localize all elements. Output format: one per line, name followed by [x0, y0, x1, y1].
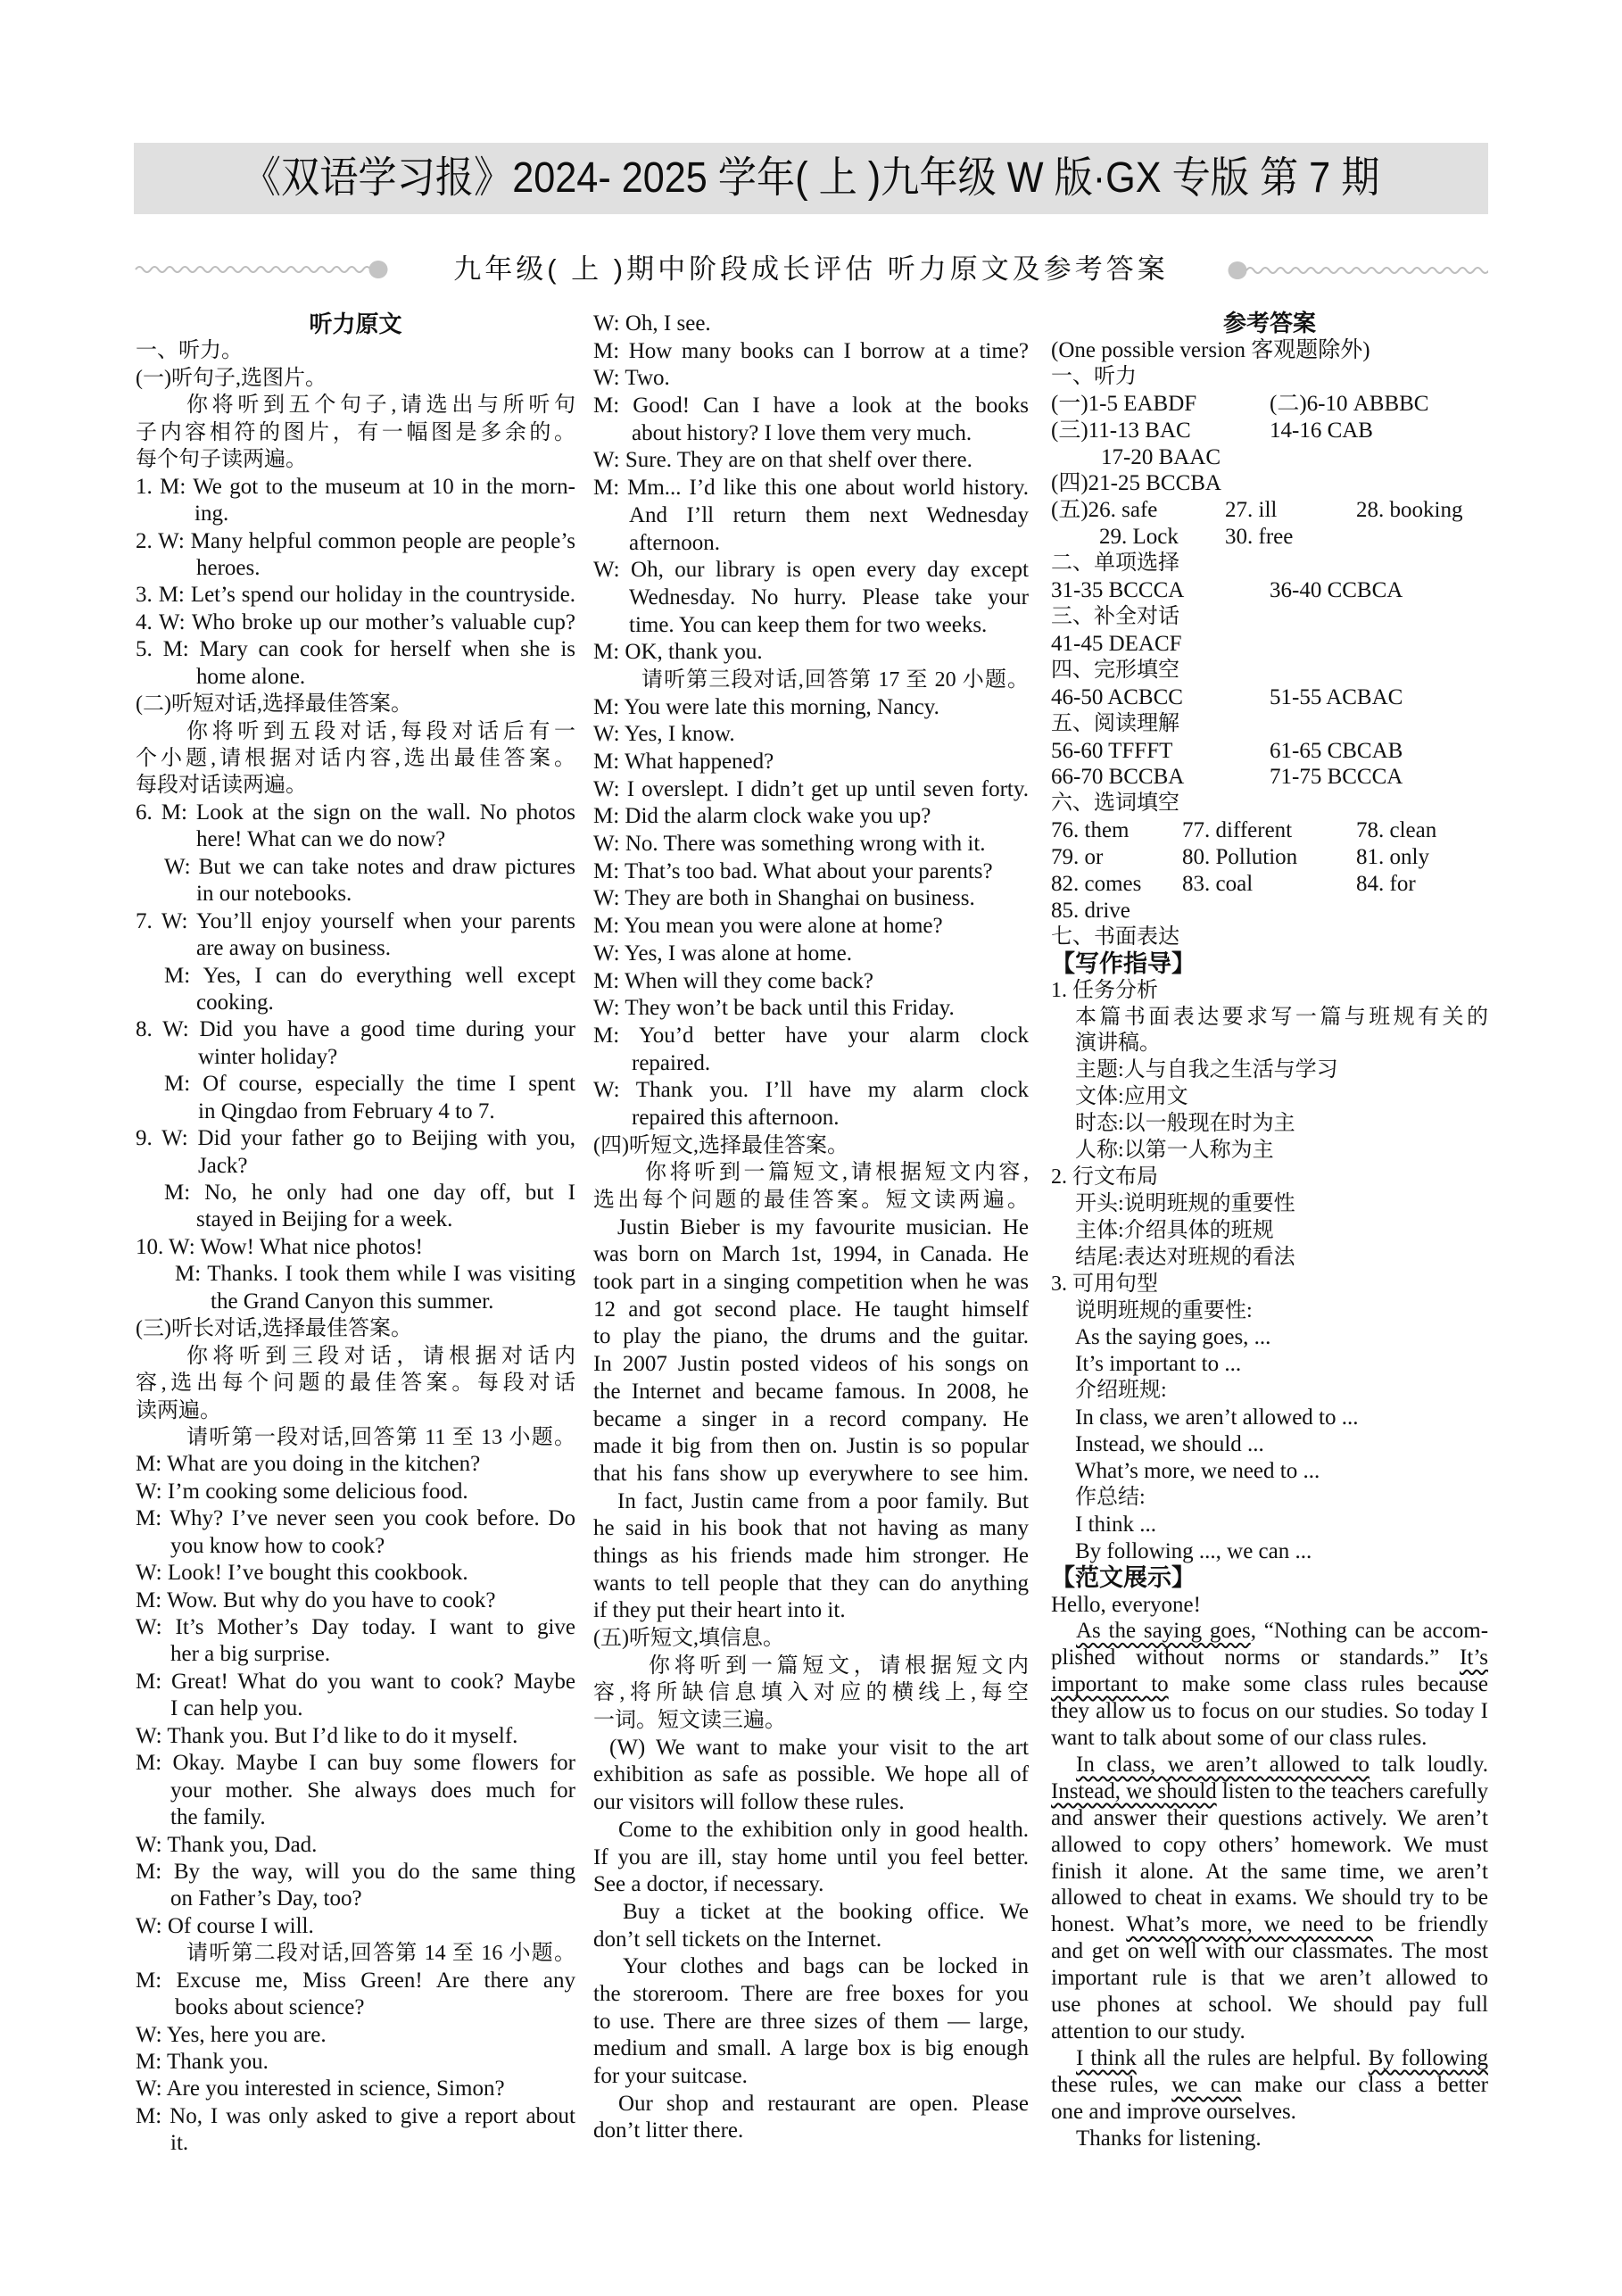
instruction-line: 选出每个问题的最佳答案。短文读两遍。 — [593, 1189, 1029, 1212]
answer-section-label: 三、补全对话 — [1051, 604, 1179, 628]
essay-line: and get on well with our classmates. The most — [1051, 1939, 1488, 1964]
script-line: M: Thank you. — [136, 2050, 269, 2074]
writing-guide-title: 【写作指导】 — [1051, 949, 1196, 977]
section-label: 一、听力。 — [136, 339, 243, 363]
essay-line — [1051, 1671, 1488, 1698]
script-line: in Qingdao from February 4 to 7. — [198, 1098, 495, 1123]
answer-section-label: 七、书面表达 — [1051, 924, 1179, 949]
instruction-line: 请听第三段对话,回答第 17 至 20 小题。 — [641, 667, 1029, 692]
instruction-line: 读两遍。 — [136, 1398, 221, 1422]
script-line: M: You were late this morning, Nancy. — [593, 694, 939, 719]
instruction-line: 一词。短文读三遍。 — [593, 1709, 786, 1733]
model-essay-title: 【范文展示】 — [1051, 1563, 1196, 1591]
script-line: M: Okay. Maybe I can buy some flowers for — [136, 1751, 575, 1776]
instruction-line: 容,选出每个问题的最佳答案。每段对话 — [136, 1372, 575, 1396]
script-line: W: No. There was something wrong with it. — [593, 832, 986, 857]
wavy-highlight: It’s — [1460, 1645, 1488, 1670]
script-line: M: No, he only had one day off, but I — [164, 1181, 575, 1205]
listening-script-column-continued — [593, 311, 1029, 2145]
script-line: time. You can keep them for two weeks. — [629, 612, 988, 637]
sentence-pattern: I think ... — [1075, 1512, 1156, 1537]
answer-row: 41-45 DEACF — [1051, 631, 1182, 656]
script-line: M: Yes, I can do everything well except — [164, 963, 575, 988]
guide-line: 开头:说明班规的重要性 — [1075, 1191, 1295, 1215]
passage-line: In fact, Justin came from a poor family. But — [617, 1488, 1029, 1513]
answer-cell: 79. or — [1051, 845, 1104, 870]
essay-text: make our class a better — [1241, 2072, 1488, 2097]
passage-line: became a singer in a record company. He — [593, 1406, 1029, 1431]
answer-cell: 14-16 CAB — [1270, 418, 1373, 443]
answer-cell: 83. coal — [1182, 872, 1254, 897]
answer-cell: 76. them — [1051, 818, 1130, 843]
script-line: her a big surprise. — [170, 1642, 331, 1667]
instruction-line: 请听第二段对话,回答第 14 至 16 小题。 — [186, 1942, 575, 1966]
script-line: W: Thank you. But I’d like to do it myself. — [136, 1723, 518, 1748]
script-line: W: Thank you. I’ll have my alarm clock — [593, 1078, 1029, 1103]
essay-line: one and improve ourselves. — [1051, 2099, 1296, 2124]
script-line: W: Sure. They are on that shelf over there. — [593, 448, 972, 473]
essay-line — [1051, 1752, 1488, 1778]
guide-line: 1. 任务分析 — [1051, 978, 1158, 1002]
essay-text: be friendly — [1373, 1912, 1489, 1937]
answer-section-label: 六、选词填空 — [1051, 792, 1179, 816]
wavy-highlight: important to — [1051, 1672, 1169, 1697]
essay-text: plished without norms or standards.” — [1051, 1645, 1461, 1670]
script-line: W: But we can take notes and draw pictures — [164, 854, 575, 879]
listening-script-column — [136, 311, 575, 2158]
passage-line: See a doctor, if necessary. — [593, 1872, 824, 1897]
essay-text: these rules, — [1051, 2072, 1172, 2097]
script-line: Wednesday. No hurry. Please take your — [629, 584, 1029, 609]
instruction-line: 你将听到五段对话,每段对话后有一 — [186, 719, 575, 743]
guide-line: 主体:介绍具体的班规 — [1075, 1218, 1274, 1242]
script-line: stayed in Beijing for a week. — [196, 1207, 453, 1232]
passage-line: our visitors will follow these rules. — [593, 1790, 905, 1815]
column-heading: 参考答案 — [1222, 310, 1316, 336]
guide-line: 介绍班规: — [1075, 1379, 1167, 1403]
answer-row: (四)21-25 BCCBA — [1051, 471, 1221, 496]
script-line: M: Wow. But why do you have to cook? — [136, 1587, 496, 1612]
script-line: M: What are you doing in the kitchen? — [136, 1452, 481, 1477]
script-line: W: Yes, here you are. — [136, 2022, 327, 2047]
script-line: M: You mean you were alone at home? — [593, 914, 943, 939]
answer-cell: 28. booking — [1356, 498, 1463, 523]
guide-line: 结尾:表达对班规的看法 — [1075, 1245, 1295, 1269]
script-line: ing. — [194, 501, 229, 526]
answer-cell: 29. Lock — [1099, 525, 1179, 550]
essay-line — [1051, 1911, 1488, 1938]
passage-line: In 2007 Justin posted videos of his songs on — [593, 1352, 1029, 1377]
instruction-line: 个小题,请根据对话内容,选出最佳答案。 — [136, 747, 575, 770]
essay-line: allowed to copy others’ homework. We must — [1051, 1832, 1488, 1857]
passage-line: to use. There are three sizes of them — large, — [593, 2009, 1029, 2034]
answer-cell: 56-60 TFFFT — [1051, 738, 1173, 763]
script-line: I can help you. — [170, 1696, 303, 1721]
script-line: M: OK, thank you. — [593, 640, 763, 665]
passage-line: 12 and got second place. He taught himself — [593, 1297, 1029, 1322]
wavy-highlight: I think — [1076, 2045, 1137, 2070]
answer-cell: (五)26. safe — [1051, 498, 1158, 523]
script-line: heroes. — [196, 555, 261, 580]
script-line: afternoon. — [629, 530, 721, 555]
answer-cell: 77. different — [1182, 818, 1293, 843]
passage-line: the storeroom. There are free boxes for you — [593, 1981, 1029, 2006]
section-label: (一)听句子,选图片。 — [136, 366, 327, 390]
sentence-pattern: In class, we aren’t allowed to ... — [1075, 1405, 1359, 1430]
guide-line: 3. 可用句型 — [1051, 1272, 1158, 1296]
script-line: W: Thank you, Dad. — [136, 1832, 318, 1857]
script-line: are away on business. — [196, 936, 391, 961]
answer-cell: 61-65 CBCAB — [1270, 738, 1403, 763]
sentence-pattern: As the saying goes, ... — [1075, 1325, 1271, 1350]
passage-line: was born on March 1st, 1994, in Canada. He — [593, 1242, 1029, 1267]
script-line: M: Good! Can I have a look at the books — [593, 394, 1029, 419]
script-line: your mother. She always does much for — [170, 1778, 575, 1803]
answer-cell: 31-35 BCCCA — [1051, 578, 1185, 603]
guide-line: 说明班规的重要性: — [1075, 1298, 1253, 1322]
answer-cell: 27. ill — [1225, 498, 1278, 523]
essay-text: make some class rules because — [1168, 1672, 1488, 1697]
script-line: M: That’s too bad. What about your parents? — [593, 858, 993, 883]
essay-line — [1051, 2045, 1488, 2072]
section-label: (四)听短文,选择最佳答案。 — [593, 1133, 848, 1157]
script-line: books about science? — [175, 1995, 365, 2020]
script-line: 5. M: Mary can cook for herself when she is — [136, 637, 575, 662]
passage-line: exhibition as safe as possible. We hope all of — [593, 1762, 1029, 1787]
passage-line: to play the piano, the drums and the guitar. — [593, 1324, 1029, 1349]
script-line: W: They are both in Shanghai on business. — [593, 886, 975, 911]
section-title-row — [134, 252, 1488, 287]
guide-line: 2. 行文布局 — [1051, 1165, 1158, 1189]
script-line: M: No, I was only asked to give a report about — [136, 2103, 575, 2128]
answer-row — [1051, 764, 1488, 791]
script-line: 2. W: Many helpful common people are people’s — [136, 528, 575, 553]
instruction-line: 请听第一段对话,回答第 11 至 13 小题。 — [186, 1425, 575, 1449]
instruction-line: 你将听到一篇短文，请根据短文内 — [649, 1654, 1029, 1678]
section-label: (三)听长对话,选择最佳答案。 — [136, 1317, 412, 1341]
answer-row — [1051, 497, 1488, 524]
wavy-highlight: Instead, we should — [1051, 1778, 1217, 1803]
passage-line: Your clothes and bags can be locked in — [623, 1954, 1029, 1979]
essay-text: , “Nothing can be accom- — [1250, 1619, 1489, 1644]
script-line: 4. W: Who broke up our mother’s valuable cup? — [136, 609, 575, 634]
section-label: (二)听短对话,选择最佳答案。 — [136, 692, 412, 717]
script-line: W: Two. — [593, 366, 670, 391]
essay-line: and answer their questions actively. We aren’t — [1051, 1805, 1488, 1830]
script-line: in our notebooks. — [196, 882, 352, 907]
answer-row — [1051, 418, 1488, 444]
script-line: M: Thanks. I took them while I was visiting — [175, 1262, 575, 1287]
answer-row — [1051, 738, 1488, 765]
passage-line: that his fans show up everywhere to see him. — [593, 1461, 1029, 1486]
script-line: you know how to cook? — [170, 1533, 385, 1558]
answer-row — [1051, 817, 1488, 844]
script-line: W: Are you interested in science, Simon? — [136, 2076, 505, 2101]
essay-text: talk loudly. — [1369, 1752, 1488, 1777]
answer-cell: (三)11-13 BAC — [1051, 418, 1191, 443]
answer-section-label: 一、听力 — [1051, 364, 1137, 388]
instruction-line: 子内容相符的图片，有一幅图是多余的。 — [136, 420, 575, 444]
script-line: cooking. — [196, 990, 274, 1015]
essay-line: they allow us to focus on our studies. So today I — [1051, 1699, 1488, 1724]
guide-line: 演讲稿。 — [1075, 1032, 1161, 1056]
script-line: 3. M: Let’s spend our holiday in the countryside. — [136, 583, 575, 608]
script-line: Jack? — [198, 1153, 248, 1178]
answer-row — [1051, 844, 1488, 871]
script-line: W: Yes, I know. — [593, 722, 735, 747]
answer-cell: 46-50 ACBCC — [1051, 684, 1183, 709]
guide-line: 本篇书面表达要求写一篇与班规有关的 — [1075, 1005, 1488, 1029]
script-line: it. — [170, 2131, 189, 2156]
essay-line — [1051, 2072, 1488, 2099]
guide-line: 文体:应用文 — [1075, 1085, 1188, 1109]
passage-line: Our shop and restaurant are open. Please — [618, 2091, 1029, 2116]
sentence-pattern: It’s important to ... — [1075, 1352, 1242, 1377]
script-line: repaired. — [632, 1050, 711, 1075]
wavy-highlight: As the saying goes — [1076, 1619, 1251, 1644]
answer-row — [1051, 684, 1488, 711]
essay-line: use phones at school. We should pay full — [1051, 1993, 1488, 2018]
sentence-pattern: What’s more, we need to ... — [1075, 1458, 1320, 1483]
script-line: 7. W: You’ll enjoy yourself when your parents — [136, 908, 575, 933]
passage-line: Justin Bieber is my favourite musician. He — [617, 1214, 1029, 1239]
sentence-pattern: Instead, we should ... — [1075, 1432, 1264, 1457]
script-line: W: Oh, our library is open every day except — [593, 558, 1029, 583]
script-line: about history? I love them very much. — [632, 420, 972, 445]
passage-line: things as his friends made him stronger. He — [593, 1543, 1029, 1568]
script-line: M: Of course, especially the time I spent — [164, 1072, 575, 1097]
script-line: W: Oh, I see. — [593, 311, 711, 336]
script-line: 8. W: Did you have a good time during your — [136, 1017, 575, 1042]
script-line: W: I’m cooking some delicious food. — [136, 1479, 468, 1504]
newspaper-title: 《双语学习报》2024- 2025 学年( 上 )九年级 W 版·GX 专版 第 7 期 — [242, 154, 1380, 202]
instruction-line: 你将听到五个句子,请选出与所听句 — [186, 394, 575, 418]
script-line: M: What happened? — [593, 750, 774, 774]
answer-note: (One possible version 客观题除外) — [1051, 337, 1370, 362]
script-line: M: Great! What do you want to cook? Maybe — [136, 1669, 575, 1694]
script-line: And I’ll return them next Wednesday — [629, 502, 1029, 527]
essay-line: Thanks for listening. — [1076, 2126, 1262, 2151]
instruction-line: 你将听到一篇短文,请根据短文内容, — [645, 1161, 1029, 1185]
guide-line: 人称:以第一人称为主 — [1075, 1139, 1274, 1163]
answer-key-column — [1051, 311, 1488, 2152]
guide-line: 时态:以一般现在时为主 — [1075, 1112, 1295, 1136]
script-line: 6. M: Look at the sign on the wall. No photos — [136, 800, 575, 825]
script-line: 10. W: Wow! What nice photos! — [136, 1234, 424, 1259]
answer-row: 17-20 BAAC — [1101, 444, 1221, 469]
passage-line: the Internet and became famous. In 2008, he — [593, 1379, 1029, 1404]
masthead-banner — [134, 143, 1488, 214]
essay-line — [1051, 1618, 1488, 1645]
wavy-highlight: By following — [1368, 2045, 1488, 2070]
script-line: 9. W: Did your father go to Beijing with you, — [136, 1126, 575, 1151]
script-line: repaired this afternoon. — [632, 1105, 840, 1130]
script-line: the Grand Canyon this summer. — [211, 1289, 494, 1314]
answer-cell: 80. Pollution — [1182, 845, 1298, 870]
passage-line: Buy a ticket at the booking office. We — [623, 1899, 1029, 1924]
script-line: 1. M: We got to the museum at 10 in the morn- — [136, 474, 575, 499]
answer-cell: 81. only — [1356, 845, 1429, 870]
script-line: W: I overslept. I didn’t get up until seven forty. — [593, 776, 1029, 801]
wavy-highlight: we can — [1171, 2072, 1242, 2097]
answer-row — [1051, 391, 1488, 418]
answer-cell: 82. comes — [1051, 872, 1142, 897]
script-line: here! What can we do now? — [196, 827, 446, 852]
essay-text: honest. — [1051, 1912, 1127, 1937]
script-line: W: It’s Mother’s Day today. I want to give — [136, 1615, 575, 1639]
answer-cell: 84. for — [1356, 872, 1416, 897]
essay-line: allowed to cheat in exams. We should try to be — [1051, 1886, 1488, 1911]
section-label: (五)听短文,填信息。 — [593, 1627, 784, 1650]
answer-row — [1051, 524, 1488, 551]
passage-line: made it big from then on. Justin is so popular — [593, 1434, 1029, 1459]
section-title: 九年级( 上 )期中阶段成长评估 听力原文及参考答案 — [453, 253, 1169, 285]
answer-row — [1051, 577, 1488, 604]
answer-cell: (一)1-5 EABDF — [1051, 391, 1197, 416]
passage-line: he said in his book that not having as many — [593, 1516, 1029, 1541]
essay-line — [1051, 1645, 1488, 1671]
script-line: winter holiday? — [198, 1044, 338, 1069]
answer-section-label: 二、单项选择 — [1051, 551, 1179, 576]
script-line: M: Excuse me, Miss Green! Are there any — [136, 1968, 575, 1993]
answer-cell: 30. free — [1225, 525, 1294, 550]
passage-line: don’t sell tickets on the Internet. — [593, 1927, 882, 1952]
passage-line: (W) We want to make your visit to the art — [609, 1735, 1029, 1760]
script-line: M: You’d better have your alarm clock — [593, 1023, 1029, 1048]
script-line: home alone. — [196, 664, 306, 689]
script-line: M: Did the alarm clock wake you up? — [593, 804, 931, 829]
essay-line: attention to our study. — [1051, 2019, 1245, 2043]
sentence-pattern: By following ..., we can ... — [1075, 1538, 1312, 1563]
script-line: on Father’s Day, too? — [170, 1886, 362, 1911]
passage-line: for your suitcase. — [593, 2064, 748, 2088]
wavy-highlight: In class, we aren’t allowed to — [1076, 1752, 1370, 1777]
column-heading: 听力原文 — [309, 311, 402, 337]
script-line: M: How many books can I borrow at a time? — [593, 338, 1029, 363]
answer-cell: 51-55 ACBAC — [1270, 684, 1403, 709]
passage-line: If you are ill, stay home until you feel better. — [593, 1844, 1029, 1869]
guide-line: 作总结: — [1075, 1485, 1146, 1509]
passage-line: medium and small. A large box is big enough — [593, 2036, 1029, 2061]
essay-line: important rule is that we aren’t allowed to — [1051, 1966, 1488, 1991]
essay-text: all the rules are helpful. — [1136, 2045, 1369, 2070]
instruction-line: 容,将所缺信息填入对应的横线上,每空 — [593, 1681, 1029, 1705]
passage-line: took part in a singing competition when he was — [593, 1270, 1029, 1295]
script-line: M: By the way, will you do the same thing — [136, 1859, 575, 1884]
wavy-divider-right-icon — [1228, 252, 1488, 287]
instruction-line: 你将听到三段对话，请根据对话内 — [186, 1344, 575, 1368]
passage-line: if they put their heart into it. — [593, 1598, 846, 1623]
script-line: M: Mm... I’d like this one about world history. — [593, 476, 1029, 501]
script-line: W: Of course I will. — [136, 1913, 314, 1938]
script-line: the family. — [170, 1805, 266, 1830]
script-line: W: Look! I’ve bought this cookbook. — [136, 1561, 468, 1586]
answer-row — [1051, 871, 1488, 898]
essay-line: finish it alone. At the same time, we aren’t — [1051, 1859, 1488, 1884]
passage-line: Come to the exhibition only in good health. — [618, 1817, 1029, 1842]
answer-row: 85. drive — [1051, 898, 1130, 923]
wavy-highlight: What’s more, we need to — [1126, 1912, 1373, 1937]
answer-cell: 66-70 BCCBA — [1051, 765, 1185, 790]
script-line: W: Yes, I was alone at home. — [593, 941, 852, 966]
script-line: W: They won’t be back until this Friday. — [593, 996, 955, 1021]
essay-line: Hello, everyone! — [1051, 1592, 1201, 1617]
answer-cell: 71-75 BCCCA — [1270, 765, 1403, 790]
essay-line: want to talk about some of our class rules. — [1051, 1726, 1428, 1751]
passage-line: wants to tell people that they can do anything — [593, 1571, 1029, 1596]
script-line: M: Why? I’ve never seen you cook before. Do — [136, 1506, 575, 1531]
essay-line — [1051, 1778, 1488, 1805]
answer-cell: 36-40 CCBCA — [1270, 578, 1403, 603]
instruction-line: 每段对话读两遍。 — [136, 774, 307, 798]
answer-section-label: 五、阅读理解 — [1051, 711, 1179, 735]
answer-cell: 78. clean — [1356, 818, 1437, 843]
essay-text: listen to the teachers carefully — [1216, 1778, 1488, 1803]
passage-line: don’t litter there. — [593, 2118, 744, 2143]
script-line: M: When will they come back? — [593, 968, 874, 993]
answer-cell: (二)6-10 ABBBC — [1270, 391, 1429, 416]
instruction-line: 每个句子读两遍。 — [136, 448, 307, 472]
guide-line: 主题:人与自我之生活与学习 — [1075, 1058, 1338, 1082]
answer-section-label: 四、完形填空 — [1051, 658, 1179, 682]
